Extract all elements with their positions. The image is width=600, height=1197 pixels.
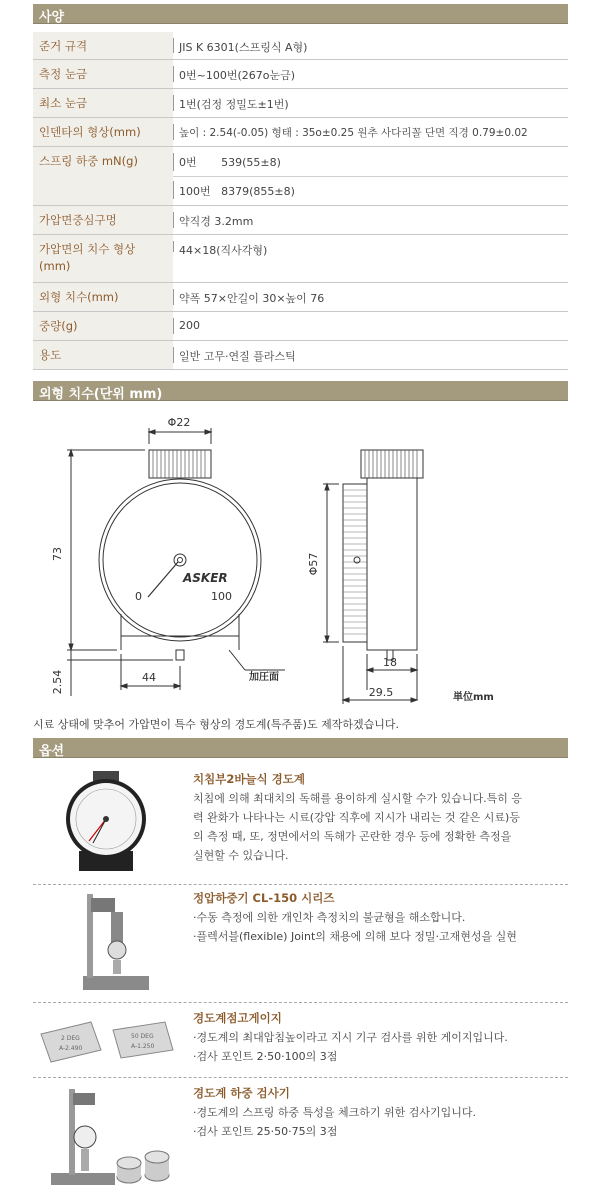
label-unit: 単位mm — [453, 692, 494, 703]
option-item-gauge — [33, 1010, 568, 1070]
load-tester-image — [33, 1085, 183, 1190]
spec-label: 최소 눈금 — [33, 89, 173, 117]
spec-value: 약직경 3.2mm — [179, 215, 254, 228]
divider — [33, 884, 568, 885]
spec-label-line-2: (mm) — [39, 259, 71, 273]
spec-row-center-hole — [33, 206, 568, 235]
gauge-text: 2 DEG — [61, 1035, 80, 1042]
option-item-two-needle-durometer — [33, 771, 568, 876]
loader-stand-image — [33, 890, 183, 995]
spec-value: 높이 : 2.54(-0.05) 형태 : 35o±0.25 원추 사다리꼴 단면 직경 0.79±0.02 — [179, 127, 528, 139]
spec-value: 약폭 57×안길이 30×높이 76 — [179, 292, 325, 305]
label-width-29-5: 29.5 — [368, 686, 394, 699]
spec-value: 200 — [179, 319, 200, 332]
dial-zero: 0 — [135, 590, 142, 603]
spec-label: 가압면중심구멍 — [33, 206, 173, 234]
option-item-load-tester — [33, 1085, 568, 1193]
spec-row-use — [33, 341, 568, 370]
gauge-text: A-2.490 — [59, 1045, 83, 1052]
spec-table — [33, 32, 568, 370]
option-desc-line: ·경도계의 최대압침높이라고 지시 기구 검사를 위한 게이지입니다. — [193, 1031, 508, 1044]
label-width-18: 18 — [383, 656, 397, 669]
spec-value: 1번(검정 정밀도±1번) — [179, 98, 289, 111]
spec-value: 44×18(직사각형) — [179, 244, 268, 257]
option-title: 정압하중기 CL-150 시리즈 — [193, 891, 335, 905]
spec-label — [33, 235, 173, 282]
option-desc-line: 의 측정 때, 또, 정면에서의 독해가 곤란한 경우 등에 정확한 측정을 — [193, 830, 512, 843]
dial-hundred: 100 — [211, 590, 232, 603]
spec-section-title: 사양 — [33, 4, 568, 24]
spec-value: 일반 고무·연질 플라스틱 — [179, 350, 296, 363]
divider — [33, 1077, 568, 1078]
spec-label: 인덴타의 형상(mm) — [33, 118, 173, 146]
option-desc-line: ·검사 포인트 25·50·75의 3점 — [193, 1125, 338, 1138]
spec-label: 준거 규격 — [33, 32, 173, 59]
option-item-constant-loader — [33, 890, 568, 995]
spec-row-scale — [33, 60, 568, 89]
spec-row-min-scale — [33, 89, 568, 118]
option-desc-line: ·플렉서블(flexible) Joint의 채용에 의해 보다 정밀·고재현성을 실현 — [193, 930, 517, 943]
label-depth-2-54: 2.54 — [51, 669, 64, 695]
spec-label: 외형 치수(mm) — [33, 283, 173, 311]
gauge-blocks-image — [33, 1010, 183, 1070]
front-knob — [149, 450, 211, 478]
custom-order-note: 시료 상태에 맞추어 가압면이 특수 형상의 경도계(특주품)도 제작하겠습니다. — [33, 718, 399, 731]
option-desc-line: 력 완화가 나타나는 시료(강압 직후에 지시가 내리는 것 같은 시료)등 — [193, 811, 520, 824]
option-title: 경도계점고게이지 — [193, 1011, 282, 1025]
dimension-drawing — [33, 404, 568, 710]
durometer-image — [33, 771, 183, 876]
spec-value: JIS K 6301(스프링식 A형) — [179, 41, 308, 54]
spec-label: 중량(g) — [33, 312, 173, 340]
label-phi57: Φ57 — [307, 552, 320, 576]
gauge-text: 50 DEG — [131, 1033, 154, 1040]
label-press-face: 加圧面 — [249, 672, 279, 683]
spec-row-press-face — [33, 235, 568, 283]
spec-value-line-2: 100번 8379(855±8) — [179, 185, 295, 198]
divider — [33, 1002, 568, 1003]
option-title: 치침부2바늘식 경도계 — [193, 772, 305, 786]
dimensions-section-title: 외형 치수(단위 mm) — [33, 381, 568, 401]
gauge-text: A-1.250 — [131, 1043, 155, 1050]
label-height-73: 73 — [51, 547, 64, 561]
spec-label: 스프링 하중 mN(g) — [33, 147, 173, 205]
spec-label: 용도 — [33, 341, 173, 369]
option-desc-line: 실현할 수 있습니다. — [193, 849, 289, 862]
option-desc-line: ·검사 포인트 2·50·100의 3점 — [193, 1050, 338, 1063]
option-title: 경도계 하중 검사기 — [193, 1086, 290, 1100]
option-desc-line: ·경도계의 스프링 하중 특성을 체크하기 위한 검사기입니다. — [193, 1106, 476, 1119]
spec-row-weight — [33, 312, 568, 341]
spec-row-outer-dim — [33, 283, 568, 312]
spec-label-line-1: 가압면의 치수 형상 — [39, 242, 136, 256]
label-phi22: Φ22 — [167, 416, 191, 429]
spec-value: 0번~100번(267o눈금) — [179, 69, 296, 82]
option-desc-line: ·수동 측정에 의한 개인차 측정치의 불균형을 해소합니다. — [193, 911, 466, 924]
option-desc-line: 치침에 의해 최대치의 독해를 용이하게 실시할 수가 있습니다.특히 응 — [193, 792, 522, 805]
spec-label: 측정 눈금 — [33, 60, 173, 88]
options-section-title: 옵션 — [33, 738, 568, 758]
label-width-44: 44 — [142, 671, 156, 684]
spec-row-indenter — [33, 118, 568, 147]
brand-logo: ASKER — [183, 571, 228, 585]
spec-row-standard — [33, 32, 568, 60]
spec-value-line-1: 0번 539(55±8) — [179, 156, 281, 169]
spec-row-spring-load — [33, 147, 568, 206]
